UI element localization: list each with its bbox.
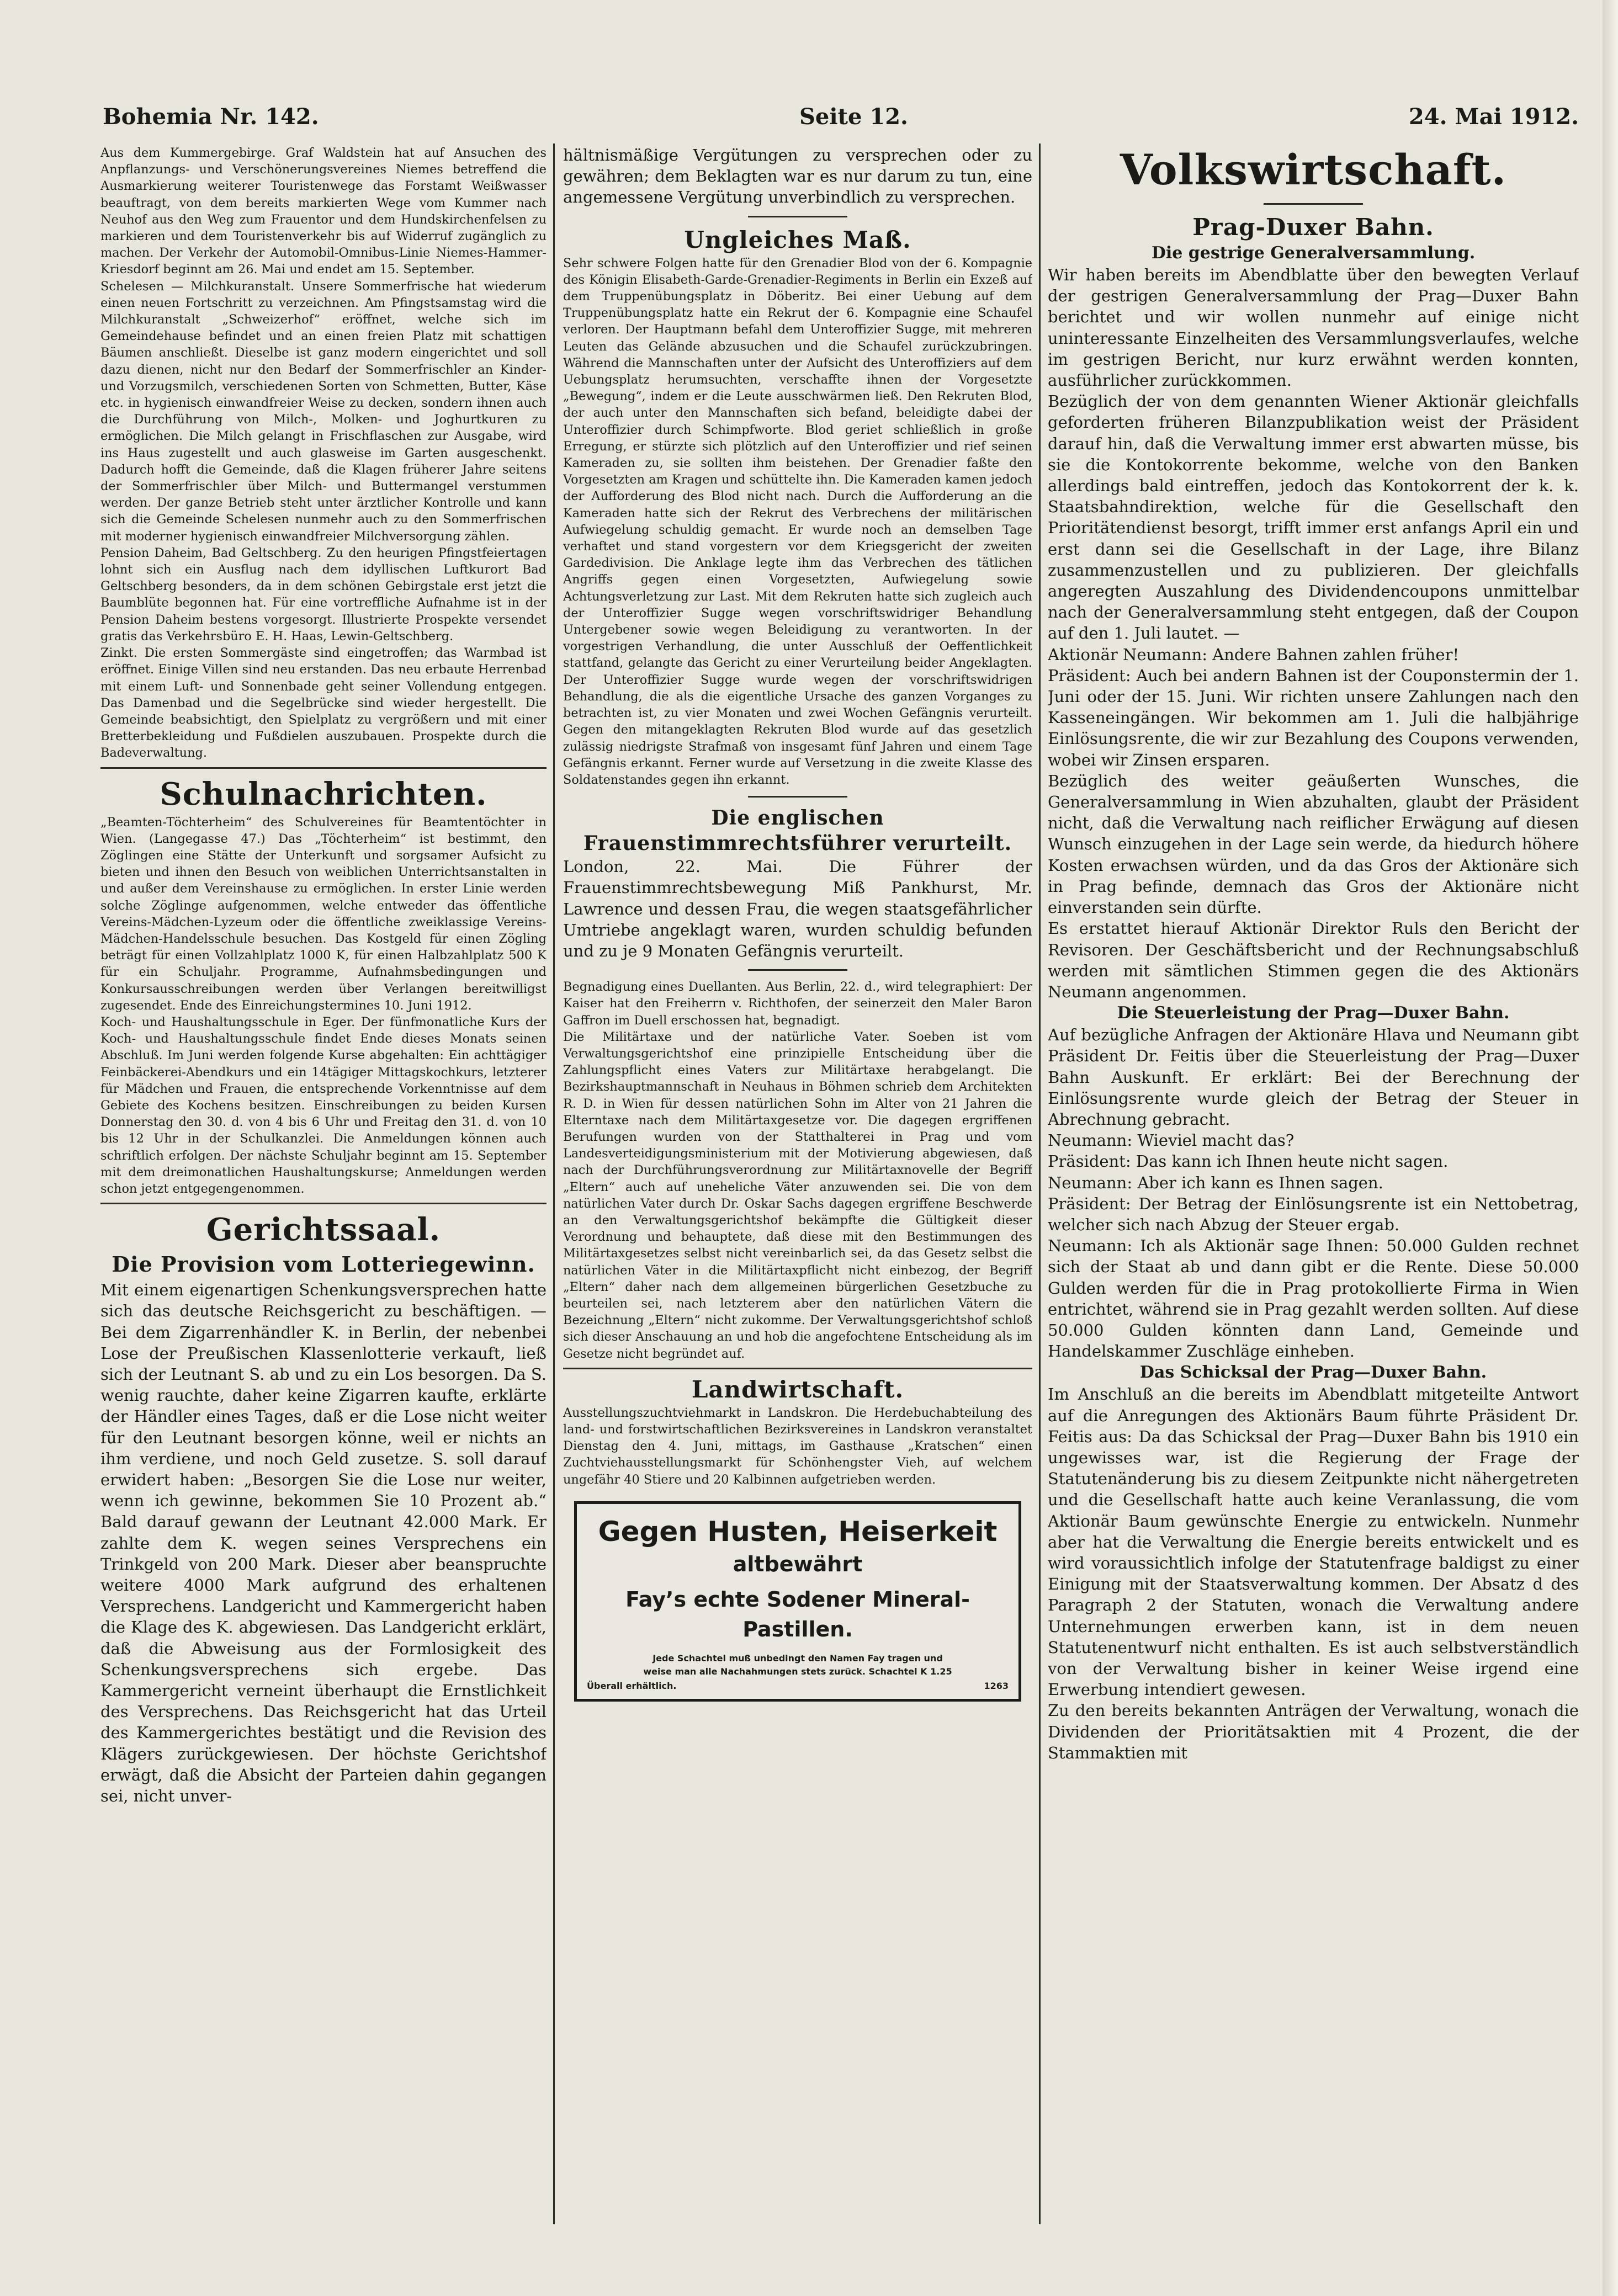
column-3 — [1048, 145, 1579, 2225]
short-divider — [748, 796, 847, 798]
paragraph-neumann-1: Aktionär Neumann: Andere Bahnen zahlen früher! — [1048, 645, 1460, 664]
article-pension-daheim: Pension Daheim, Bad Geltschberg. Zu den heurigen Pfingstfeiertagen lohnt sich ein Ausflug nach dem idyllischen Luftkurort Bad Geltschberg besonders, da in dem schönen Gebirgstale erst jetzt die Baumblüte begonnen hat. Für eine vortreffliche Aufnahme ist in der Pension Daheim bestens vorgesorgt. Illustrierte Prospekte versendet gratis das Verkehrsbüro E. H. Haas, Lewin-Geltschberg. — [100, 545, 547, 644]
section-divider — [100, 767, 547, 769]
article-kummergebirge: Aus dem Kummergebirge. Graf Waldstein hat auf Ansuchen des Anpflanzungs- und Verschönerungsvereines Niemes betreffend die Ausmarkierung weiterer Touristenwege das Forstamt Weißwasser beauftragt, von dem bereits markierten Wege vom Kummer nach Neuhof aus den Weg zum Frauentor und dem Hundskirchenfelsen zu markieren und dem Touristenverkehr bis auf Widerruf zugänglich zu machen. Der Verkehr der Automobil-Omnibus-Linie Niemes-Hammer-Kriesdorf beginnt am 26. Mai und endet am 15. September. — [100, 146, 547, 277]
article-zuchtviehmarkt: Ausstellungszuchtviehmarkt in Landskron. Die Herdebuchabteilung des land- und forstwirtschaftlichen Bezirksvereines in Landskron veranstaltet Dienstag den 4. Juni, mittags, im Gasthause „Kratschen“ einen Zuchtviehausstellungsmarkt für Schönhengster Vieh, auf welchem ungefähr 40 Stiere und 20 Kalbinnen aufgetrieben werden. — [563, 1405, 1032, 1487]
ad-code: 1263 — [984, 1680, 1009, 1691]
ad-notice-2: weise man alle Nachahmungen stets zurück. Schachtel K 1.25 — [643, 1666, 952, 1677]
article-ungleiches-mass: Sehr schwere Folgen hatte für den Grenadier Blod von der 6. Kompagnie des Königin Elisabeth-Garde-Grenadier-Regiments in Berlin ein Exzeß auf dem Truppenübungsplatz in Döberitz. Bei einer Uebung auf dem Truppenübungsplatz hatte ein Rekrut der 6. Kompagnie eine Schaufel verloren. Der Hauptmann befahl dem Unteroffizier Sugge, mit mehreren Leuten das Gelände abzusuchen und die Schaufel zurückzubringen. Während die Mannschaften unter der Aufsicht des Unteroffiziers auf dem Uebungsplatz herumsuchten, verschaffte ihnen der Vorgesetzte „Bewegung“, indem er die Leute ausschwärmen ließ. Den Rekruten Blod, der auch unter den Mannschaften sich befand, beleidigte dabei der Unteroffizier durch Schimpfworte. Blod geriet schließlich in große Erregung, er stürzte sich plötzlich auf den Unteroffizier und rief seinen Kameraden zu, sie sollten ihm beistehen. Der Grenadier faßte den Vorgesetzten am Kragen und schüttelte ihn. Die Kameraden kamen jedoch der Aufforderung des Blod nicht nach. Durch die Aufforderung an die Kameraden hatte sich der Rekrut des Verbrechens der militärischen Aufwiegelung schuldig gemacht. Er wurde noch an demselben Tage verhaftet und stand vorgestern vor dem Kriegsgericht der zweiten Gardedivision. Die Anklage legte ihm das Verbrechen des tätlichen Angriffs gegen einen Vorgesetzten, Aufwiegelung sowie Achtungsverletzung zur Last. Mit dem Rekruten hatte sich zugleich auch der Unteroffizier Sugge wegen vorschriftswidriger Behandlung Untergebener sowie wegen Beleidigung zu verantworten. In der vorgestrigen Verhandlung, die unter Ausschluß der Oeffentlichkeit stattfand, gelangte das Gericht zu einer Verurteilung beider Angeklagten. Der Unteroffizier Sugge wurde wegen der vorschriftswidrigen Behandlung, die als die eigentliche Ursache des ganzen Vorganges zu betrachten ist, zu vier Monaten und zwei Wochen Gefängnis verurteilt. Gegen den mitangeklagten Rekruten Blod wurde auf das gesetzlich zulässig niedrigste Strafmaß von insgesamt fünf Jahren und einem Tage Gefängnis erkannt. Ferner wurde auf Versetzung in die zweite Klasse des Soldatenstandes gegen ihn erkannt. — [563, 256, 1032, 787]
section-heading-schulnachrichten: Schulnachrichten. — [160, 775, 487, 812]
paragraph-schicksal: Im Anschluß an die bereits im Abendblatt mitgeteilte Antwort auf die Anregungen des Aktionärs Baum führte Präsident Dr. Feitis aus: Da das Schicksal der Prag—Duxer Bahn bis 1910 ein ungewisses war, ist die Regierung der Frage der Statutenänderung bis zu diesem Zeitpunkte nicht nähergetreten und die Gesellschaft hatte auch keine Veranlassung, die vom Aktionär Baum gewünschte Energie zu entwickeln. Nunmehr aber hat die Verwaltung die Energie bereits entwickelt und es wird voraussichtlich infolge der Statutenfrage baldigst zu einer Einigung mit der Staatsverwaltung kommen. Der Absatz d des Paragraph 2 der Statuten, wonach die Verwaltung andere Unternehmungen erwerben kann, ist in dem neuen Statutenentwurf nicht enthalten. Es ist auch selbstverständlich von der Verwaltung bisher in keiner Weise irgend eine Erwerbung intendiert gewesen. — [1048, 1385, 1579, 1699]
article-subheading-schicksal: Das Schicksal der Prag—Duxer Bahn. — [1139, 1363, 1487, 1383]
paragraph-wien: Bezüglich des weiter geäußerten Wunsches, die Generalversammlung in Wien abzuhalten, glaubt der Präsident nicht, daß die Verwaltung nach reiflicher Erwägung auf diesen Wunsch einzugehen in der Lage sein werde, da hiedurch höhere Kosten erwachsen würden, und da das Gros der Aktionäre sich in Prag befinde, demnach das Gros der Aktionäre nicht einverstanden sein dürfte. — [1048, 771, 1579, 917]
article-provision-continued: hältnismäßige Vergütungen zu versprechen oder zu gewähren; dem Beklagten war es nur darum zu tun, eine angemessene Vergütung unverbindlich zu versprechen. — [563, 146, 1032, 207]
column-1 — [100, 145, 547, 2225]
article-beamten-toechterheim: „Beamten-Töchterheim“ des Schulvereines für Beamtentöchter in Wien. (Langegasse 47.) Das „Töchterheim“ ist bestimmt, den Zöglingen eine Stätte der Unterkunft und sorgsamer Aufsicht zu bieten und ihnen den Besuch von weiblichen Unterrichtsanstalten in und außer dem Vereinshause zu ermöglichen. In erster Linie werden solche Zöglinge aufgenommen, welche entweder das öffentliche Vereins-Mädchen-Lyzeum oder die öffentliche zweiklassige Vereins-Mädchen-Handelsschule besuchen. Das Kostgeld für einen Zögling beträgt für einen Vollzahlplatz 1000 K, für einen Halbzahlplatz 500 K für ein Schuljahr. Programme, Aufnahmsbedingungen und Konkursausschreibungen werden über Verlangen bereitwilligst zugesendet. Ende des Einreichungstermines 10. Juni 1912. — [100, 815, 547, 1013]
issue-date: 24. Mai 1912. — [1408, 104, 1579, 130]
ad-footer — [587, 1681, 1009, 1691]
section-divider — [563, 1368, 1032, 1369]
paragraph-praesident-2: Präsident: Das kann ich Ihnen heute nicht sagen. — [1048, 1152, 1449, 1171]
paragraph-neumann-4: Neumann: Ich als Aktionär sage Ihnen: 50.000 Gulden rechnet sich der Staat ab und dann gibt er die Rente. Diese 50.000 Gulden werden für die in Prag protokollierte Firma in Wien entrichtet, während sie in Prag gezahlt werden sollten. Auf diese 50.000 Gulden könnten dann Land, Gemeinde und Handelskammer Zuschläge einheben. — [1048, 1236, 1579, 1361]
article-heading-frauenstimmrecht: Die englischen Frauenstimmrechtsführer verurteilt. — [583, 806, 1012, 855]
short-divider — [748, 216, 847, 217]
page-header — [99, 104, 1579, 137]
paragraph-bilanz: Bezüglich der von dem genannten Wiener Aktionär gleichfalls geforderten früheren Bilanzpublikation weist der Präsident darauf hin, daß die Verwaltung immer erst abwarten müsse, bis sie die Kontokorrente bekomme, welche von den Banken allerdings bald eintreffen, jedoch das Kontokorrent der k. k. Staatsbahndirektion, welche für die Gesellschaft den Prioritätendienst besorgt, trifft immer erst anfangs April ein und erst dann sei die Gesellschaft in der Lage, ihre Bilanz zusammenzustellen und zu publizieren. Der gleichfalls angeregten Auszahlung des Dividendencoupons unmittelbar nach der Generalversammlung steht entgegen, daß der Coupon auf den 1. Juli lautet. — — [1048, 392, 1579, 643]
article-militaertaxe: Die Militärtaxe und der natürliche Vater. Soeben ist vom Verwaltungsgerichtshof eine prinzipielle Entscheidung über die Zahlungspflicht eines Vaters zur Militärtaxe herabgelangt. Die Bezirkshauptmannschaft in Neuhaus in Böhmen schrieb dem Architekten R. D. in Wien für dessen natürlichen Sohn im Alter von 21 Jahren die Elterntaxe nach dem Militärtaxgesetze vor. Die dagegen ergriffenen Berufungen wurden von der Statthalterei in Prag und vom Landesverteidigungsministerium mit der Motivierung abgewiesen, daß nach der Durchführungsverordnung zur Militärtaxnovelle der Begriff „Eltern“ auch auf uneheliche Väter anzuwenden sei. Die von dem natürlichen Vater durch Dr. Oskar Sachs dagegen ergriffene Beschwerde an den Verwaltungsgerichtshof bekämpfte die Gültigkeit dieser Verordnung und behauptete, daß diese mit den Bestimmungen des Militärtaxgesetzes selbst nicht vereinbarlich sei, da das Gesetz selbst die natürlichen Väter in die Militärtaxpflicht nicht einbezog, der Begriff „Eltern“ daher nach dem allgemeinen bürgerlichen Gesetzbuche zu beurteilen sei, nach letzterem aber den natürlichen Vätern die Bezeichnung „Eltern“ nicht zukomme. Der Verwaltungsgerichtshof schloß sich dieser Anschauung an und hob die angefochtene Entscheidung als im Gesetze nicht begründet auf. — [563, 1029, 1032, 1361]
article-heading-prag-duxer-bahn: Prag-Duxer Bahn. — [1192, 214, 1434, 241]
article-frauenstimmrecht: London, 22. Mai. Die Führer der Frauenstimmrechtsbewegung Miß Pankhurst, Mr. Lawrence und dessen Frau, die wegen staatsgefährlicher Umtriebe angeklagt waren, wurden schuldig befunden und zu je 9 Monaten Gefängnis verurteilt. — [563, 857, 1032, 960]
paragraph-revisoren: Es erstattet hierauf Aktionär Direktor Ruls den Bericht der Revisoren. Der Geschäftsbericht und der Rechnungsabschluß werden mit sämtlichen Stimmen gegen die des Aktionärs Neumann angenommen. — [1048, 919, 1579, 1001]
article-kochschule-eger: Koch- und Haushaltungsschule in Eger. Der fünfmonatliche Kurs der Koch- und Haushaltungsschule findet Ende dieses Monats seinen Abschluß. Im Juni werden folgende Kurse abgehalten: Ein achttägiger Feinbäckerei-Abendkurs und ein 14tägiger Mittagskochkurs, letzterer für Mädchen und Frauen, die entsprechende Vorkenntnisse auf dem Gebiete des Kochens besitzen. Einschreibungen zu beiden Kursen Donnerstag den 30. d. von 4 bis 6 Uhr und Freitag den 31. d. von 10 bis 12 Uhr in der Schulkanzlei. Die Anmeldungen können auch schriftlich erfolgen. Der nächste Schuljahr beginnt am 15. September mit dem dreimonatlichen Haushaltungskurse; Anmeldungen werden schon jetzt entgegengenommen. — [100, 1014, 547, 1196]
ad-availability: Überall erhältlich. — [587, 1680, 677, 1691]
paragraph-praesident-3: Präsident: Der Betrag der Einlösungsrente ist ein Nettobetrag, welcher sich nach Abzug der Steuer ergab. — [1048, 1194, 1579, 1234]
short-divider — [748, 969, 847, 971]
section-heading-volkswirtschaft: Volkswirtschaft. — [1120, 145, 1507, 194]
article-schelesen: Schelesen — Milchkuranstalt. Unsere Sommerfrische hat wiederum einen neuen Fortschritt zu verzeichnen. Am Pfingstsamstag wird die Milchkuranstalt „Schweizerhof“ eröffnet, welche sich im Gemeindehause befindet und an einen freien Platz mit schattigen Bäumen anschließt. Dieselbe ist ganz modern eingerichtet und soll dazu dienen, nicht nur den Bedarf der Sommerfrischler an Kinder- und Vorzugsmilch, verschiedenen Sorten von Schmetten, Butter, Käse etc. in hygienisch einwandfreier Weise zu decken, sondern ihnen auch die Durchführung von Milch-, Molken- und Joghurtkuren zu ermöglichen. Die Milch gelangt in Frischflaschen zur Ausgabe, wird ins Haus zugestellt und auch glasweise im Garten ausgeschenkt. Dadurch hofft die Gemeinde, daß die Klagen früherer Jahre seitens der Sommerfrischler über Milch- und Buttermangel verstummen werden. Der ganze Betrieb steht unter ärztlicher Kontrolle und kann sich die Gemeinde Schelesen nunmehr auch zu den Sommerfrischen mit moderner hygienisch einwandfreier Milchversorgung zählen. — [100, 279, 547, 544]
article-provision-lotteriegewinn: Mit einem eigenartigen Schenkungsversprechen hatte sich das deutsche Reichsgericht zu beschäftigen. — Bei dem Zigarrenhändler K. in Berlin, der nebenbei Lose der Preußischen Klassenlotterie verkauft, ließ sich der Leutnant S. ab und zu ein Los besorgen. Da S. wenig rauchte, daher keine Zigarren kaufte, erklärte der Händler eines Tages, daß er die Lose nicht weiter für den Leutnant besorgen könne, weil er nichts an ihm verdiene, und noch Geld zusetze. S. soll darauf erwidert haben: „Besorgen Sie die Lose nur weiter, wenn ich gewinne, bekommen Sie 10 Prozent ab.“ Bald darauf gewann der Leutnant 42.000 Mark. Er zahlte dem K. wegen seines Versprechens ein Trinkgeld von 200 Mark. Dieser aber beanspruchte weitere 4000 Mark aufgrund des erhaltenen Versprechens. Landgericht und Kammergericht haben die Klage des K. abgewiesen. Das Landgericht erklärt, daß die Abweisung aus der Formlosigkeit des Schenkungsversprechens sich ergebe. Das Kammergericht verneint überhaupt die Ernstlichkeit des Versprechens. Das Reichsgericht hat das Urteil des Kammergerichtes bestätigt und die Revision des Klägers zurückgewiesen. Der höchste Gerichtshof erwägt, daß die Absicht der Parteien dahin gegangen sei, nicht unver- — [100, 1280, 547, 1806]
advertisement-fay-pastillen — [574, 1501, 1021, 1702]
page-number: Seite 12. — [799, 104, 908, 130]
page-edge — [1603, 0, 1618, 2296]
paragraph-steuer: Auf bezügliche Anfragen der Aktionäre Hlava und Neumann gibt Präsident Dr. Feitis über die Steuerleistung der Prag—Duxer Bahn Auskunft. Er erklärt: Bei der Berechnung der Einlösungsrente wurde gleich der Betrag der Steuer in Abrechnung gebracht. — [1048, 1025, 1579, 1129]
article-heading-provision: Die Provision vom Lotteriegewinn. — [112, 1252, 535, 1277]
ad-notice-1: Jede Schachtel muß unbedingt den Namen Fay tragen und — [652, 1652, 943, 1663]
ad-subline: altbewährt — [733, 1551, 863, 1576]
paragraph-neumann-2: Neumann: Wieviel macht das? — [1048, 1131, 1295, 1150]
article-heading-ungleiches-mass: Ungleiches Maß. — [684, 226, 911, 253]
paragraph-praesident-1: Präsident: Auch bei andern Bahnen ist der Couponstermin der 1. Juni oder der 15. Juni. Wir richten unsere Zahlungen nach den Kasseneingängen. Wir bekommen am 1. Juli die halbjährige Einlösungsrente, die wir zur Bezahlung des Coupons verwenden, wobei wir Zinsen ersparen. — [1048, 666, 1579, 769]
article-subheading-generalversammlung: Die gestrige Generalversammlung. — [1151, 243, 1476, 263]
article-zinkt: Zinkt. Die ersten Sommergäste sind eingetroffen; das Warmbad ist eröffnet. Einige Villen sind neu erstanden. Das neu erbaute Herrenbad mit einem Luft- und Sonnenbade geht seiner Vollendung entgegen. Das Damenbad und die Segelbrücke sind wieder hergestellt. Die Gemeinde beabsichtigt, den Spielplatz zu vergrößern und mit einer Bretterbekleidung und Fußdielen auszubauen. Prospekte durch die Badeverwaltung. — [100, 646, 547, 761]
paragraph-neumann-3: Neumann: Aber ich kann es Ihnen sagen. — [1048, 1173, 1383, 1192]
article-subheading-steuerleistung: Die Steuerleistung der Prag—Duxer Bahn. — [1117, 1003, 1510, 1023]
ad-headline: Gegen Husten, Heiserkeit — [598, 1515, 998, 1548]
section-heading-gerichtssaal: Gerichtssaal. — [206, 1211, 441, 1248]
paragraph-antraege: Zu den bereits bekannten Anträgen der Verwaltung, wonach die Dividenden der Prioritätsaktien mit 4 Prozent, die der Stammaktien mit — [1048, 1701, 1579, 1762]
section-divider — [100, 1203, 547, 1204]
ad-product: Fay’s echte Sodener Mineral-Pastillen. — [625, 1587, 970, 1641]
column-rule-2 — [1039, 144, 1041, 2224]
section-heading-landwirtschaft: Landwirtschaft. — [691, 1375, 904, 1403]
column-2 — [563, 145, 1032, 2225]
article-begnadigung: Begnadigung eines Duellanten. Aus Berlin, 22. d., wird telegraphiert: Der Kaiser hat den Freiherrn v. Richthofen, der seinerzeit den Maler Baron Gaffron im Duell erschossen hat, begnadigt. — [563, 980, 1032, 1028]
column-rule-1 — [553, 144, 555, 2224]
paragraph-intro: Wir haben bereits im Abendblatte über den bewegten Verlauf der gestrigen Generalversammlung der Prag—Duxer Bahn berichtet und wir wollen nunmehr auf einige nicht uninteressante Einzelheiten des Versammlungsverlaufes, welche im gestrigen Bericht, nur kurz erwähnt werden konnten, ausführlicher zurückkommen. — [1048, 265, 1579, 390]
short-divider — [1264, 203, 1363, 205]
issue-number: Bohemia Nr. 142. — [103, 104, 319, 130]
